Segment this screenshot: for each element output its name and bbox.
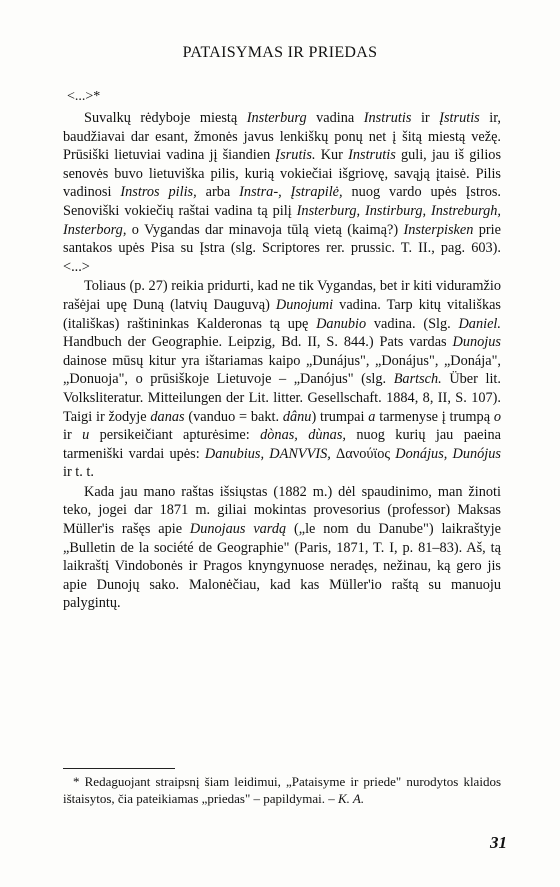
text-run: guli, jau iš gilios senovės buvo lietuviška pilis, kurią vokiečiai išgriovę, savąją įtaisė. Pilis vadinosi [63,147,502,201]
text-run: arba [196,184,240,201]
text-run: ir [411,110,440,126]
text-run: Toliaus (p. 27) reikia pridurti, kad ne tik Vygandas, bet ir kiti viduramžio rašėjai upę Duną (latvių Dauguvą) [63,278,501,313]
text-run: Kada jau mano raštas išsiųstas (1882 m.) dėl spaudinimo, man žinoti teko, jogei dar 1871 m. giliai mokintas provesorius (professor) Maksas Müller'is rašęs apie [63,483,501,538]
italic-run: dânu [282,408,312,425]
italic-run: K. A. [338,791,365,806]
text-run: dainose mūsų kitur yra ištariamas kaipo „Dunájus", „Donájus", „Donája", „Donuoja", o prūsiškoje Lietuvoje – „Danójus" (slg. [63,352,501,388]
text-run: ir [63,427,83,444]
page-title: PATAISYMAS IR PRIEDAS [182,44,378,61]
body-text [63,109,501,613]
italic-run: Bartsch. [393,371,442,388]
paragraph-2 [63,277,501,482]
text-run: ir, baudžiavai dar esant, žmonės javus lenkiškų ponų net į šitą miestą vežę. Prūsiški lietuviai vadina jį šiandien [63,110,502,164]
italic-run: Instra-, Įstrapilė, [239,184,343,201]
italic-run: Insterburg [246,110,307,126]
footnote [63,773,501,807]
text-run: * Redaguojant straipsnį šiam leidimui, „Pataisyme ir priede" nurodytos klaidos ištaisytos, čia pateikiamas „priedas" – papildymai. – [63,774,501,806]
italic-run: Įstrutis [439,110,480,126]
text-run: nuog kurių jau paeina tarmeniški vardai upės: [63,427,501,462]
text-run: nuog vardo upės Įstros. Senoviški vokiečių raštai vadina tą pilį [63,184,502,219]
italic-run: o [493,408,501,425]
text-run: tarmenyse į trumpą [375,408,494,425]
italic-run: Dunojaus vardą [189,521,287,538]
italic-run: dònas, dùnas, [260,427,346,444]
italic-run: Donájus, Dunójus [395,445,501,462]
text-run: o Vygandas dar minavoja tūlą vietą (kaimą?) [126,221,404,238]
italic-run: Instros pilis, [120,184,197,201]
italic-run: a [368,408,376,425]
italic-run: Insterburg, Instirburg, Instreburgh, Insterborg, [63,202,501,238]
text-run: vadina. (Slg. [366,315,459,332]
paragraph-3 [63,483,501,613]
page-number: 31 [490,833,507,852]
italic-run: Dunojumi [275,296,334,313]
text-run: Kur [315,147,349,164]
text-run: Handbuch der Geographie. Leipzig, Bd. II, S. 844.) Pats vardas [63,334,453,351]
omission-marker: <...>* [67,89,101,104]
footnote-text [63,773,501,807]
italic-run: Insterpisken [403,221,474,238]
text-run: Suvalkų rėdyboje miestą [84,110,247,126]
text-run: prie santakos upės Pisa su Įstra (slg. Scriptores rer. prussic. T. II., pag. 603). <...> [63,221,501,275]
paragraph-1 [63,109,501,276]
italic-run: Danubius, DANVVIS, [204,445,331,462]
italic-run: Įsrutis. [275,147,316,164]
footnote-rule [63,768,175,769]
italic-run: u [82,427,90,444]
text-run: Δανούϊος [330,445,396,462]
text-run: persikeičiant apturėsime: [89,427,261,444]
italic-run: danas [150,408,185,425]
text-run: vadina. Tarp kitų vitališkas (itališkas) raštininkas Kalderonas tą upę [63,296,501,332]
text-run: vadina [306,110,364,126]
text-run: Über lit. Volksliteratur. Mitteilungen der Lit. litter. Gesellschaft. 1884, 8, II, S. 107). Taigi ir žodyje [63,371,501,425]
italic-run: Dunojus [452,334,501,351]
text-run: („le nom du Danube") laikraštyje „Bulletin de la société de Geographie" (Paris, 1871, T. I, p. 81–83). Aš, tą laikraštį Vindobonės ir Pragos knyngynuose neradęs, nežinau, ką gero jis apie Dunojų sako. Malonėčiau, kad kas Müller'io raštą su manuoju palygintų. [63,521,501,612]
text-run: ) trumpai [311,408,369,425]
text-run: ir t. t. [63,464,94,481]
text-run: (vanduo = bakt. [184,408,283,425]
italic-run: Daniel. [458,315,501,332]
italic-run: Instrutis [348,147,396,164]
italic-run: Danubio [316,315,367,332]
italic-run: Instrutis [363,110,412,126]
